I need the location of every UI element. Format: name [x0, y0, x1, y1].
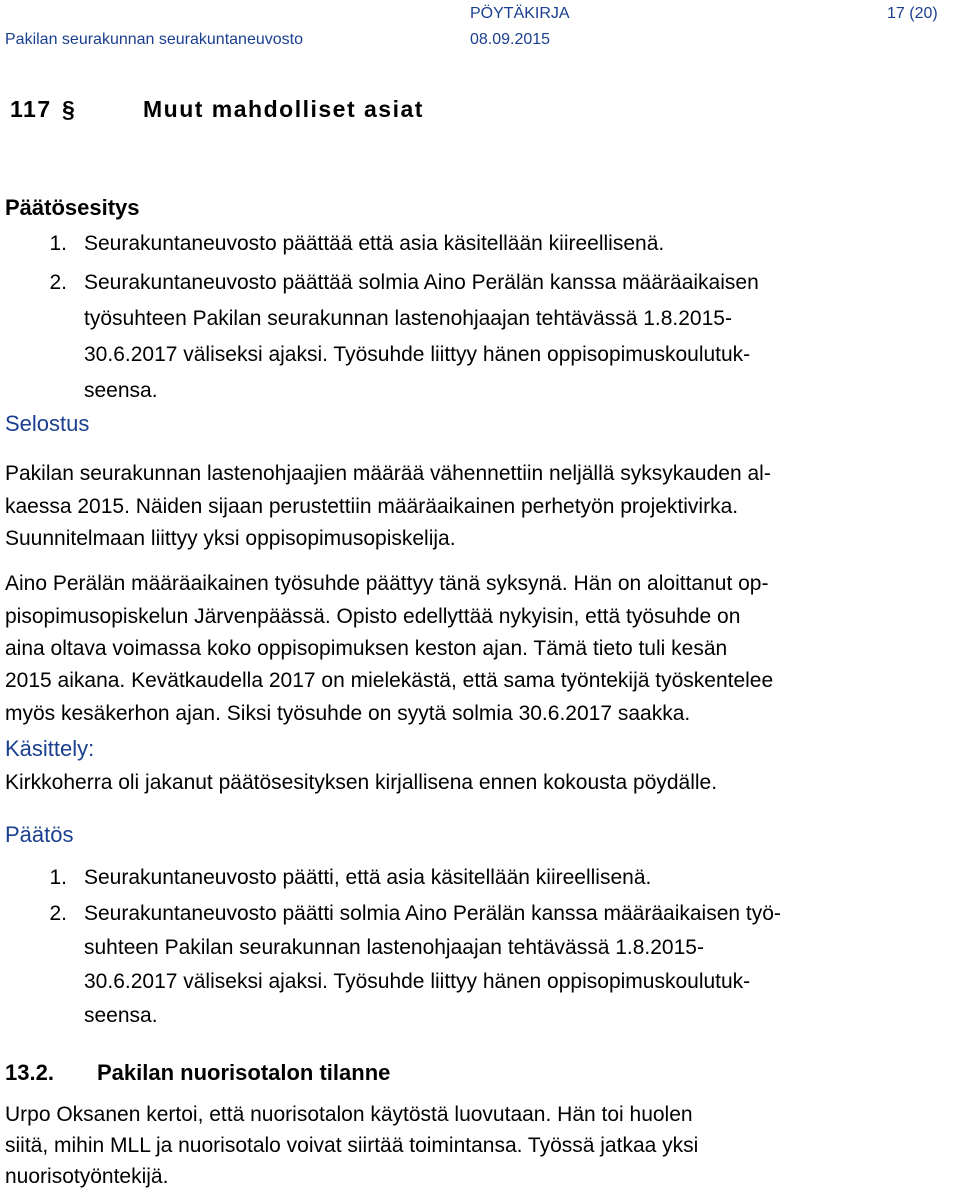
handling-heading: Käsittely:: [5, 736, 95, 761]
subsection-line-2: siitä, mihin MLL ja nuorisotalo voivat siirtää toimintansa. Työssä jatkaa yksi: [5, 1134, 699, 1157]
handling-text: Kirkkoherra oli jakanut päätösesityksen kirjallisena ennen kokousta pöydälle.: [5, 771, 718, 794]
subsection-number: 13.2.: [5, 1060, 54, 1085]
proposal-heading: Päätösesitys: [5, 195, 140, 220]
proposal-item-2-line-3-text: 30.6.2017 väliseksi ajaksi. Työsuhde liittyy hänen oppisopimuskoulutuk-: [84, 343, 751, 366]
page-number: 17 (20): [887, 5, 938, 22]
proposal-item-2-line-4: seensa.: [84, 379, 158, 402]
decision-heading: Päätös: [5, 822, 74, 847]
decision-item-2-number: 2.: [49, 902, 67, 925]
description-para-2-line-2: pisopimusopiskelun Järvenpäässä. Opisto edellyttää nykyisin, että työsuhde on: [5, 605, 741, 628]
proposal-item-1-number: 1.: [49, 232, 67, 255]
description-para-2-line-1: Aino Perälän määräaikainen työsuhde päättyy tänä syksynä. Hän on aloittanut op-: [5, 572, 769, 595]
description-heading: Selostus: [5, 411, 90, 436]
decision-item-2-line-2: suhteen Pakilan seurakunnan lastenohjaajan tehtävässä 1.8.2015-: [84, 936, 704, 959]
subsection-title: Pakilan nuorisotalon tilanne: [97, 1060, 391, 1085]
decision-item-2-line-4: seensa.: [84, 1004, 158, 1027]
decision-item-2-line-3: 30.6.2017 väliseksi ajaksi. Työsuhde liittyy hänen oppisopimuskoulutuk-: [84, 970, 751, 993]
decision-item-1-number: 1.: [49, 866, 67, 889]
decision-item-2-line-1: Seurakuntaneuvosto päätti solmia Aino Perälän kanssa määräaikaisen työ-: [84, 902, 781, 925]
description-para-2-line-5: myös kesäkerhon ajan. Siksi työsuhde on syytä solmia 30.6.2017 saakka.: [5, 702, 691, 725]
section-sign: §: [62, 96, 77, 122]
description-para-2-line-4: 2015 aikana. Kevätkaudella 2017 on mielekästä, että sama työntekijä työskentelee: [5, 669, 774, 692]
proposal-item-2-line-1: Seurakuntaneuvosto päättää solmia Aino Perälän kanssa määräaikaisen: [84, 271, 759, 294]
section-number: 117: [10, 96, 52, 122]
subsection-line-3: nuorisotyöntekijä.: [5, 1165, 169, 1188]
description-para-1-line-3: Suunnitelmaan liittyy yksi oppisopimusopiskelija.: [5, 527, 456, 550]
document-type: PÖYTÄKIRJA: [470, 5, 570, 22]
proposal-item-2-line-3: [84, 343, 750, 367]
proposal-item-2-number: 2.: [49, 271, 67, 294]
description-para-1-line-1: Pakilan seurakunnan lastenohjaajien määrää vähennettiin neljällä syksykauden al-: [5, 462, 771, 485]
proposal-item-2-line-2: työsuhteen Pakilan seurakunnan lastenohjaajan tehtävässä 1.8.2015-: [84, 307, 732, 330]
organization-name: Pakilan seurakunnan seurakuntaneuvosto: [5, 31, 303, 48]
section-title: Muut mahdolliset asiat: [143, 96, 424, 122]
decision-item-1-line: Seurakuntaneuvosto päätti, että asia käsitellään kiireellisenä.: [84, 866, 652, 889]
proposal-item-1-line: Seurakuntaneuvosto päättää että asia käsitellään kiireellisenä.: [84, 232, 665, 255]
description-para-2-line-3: aina oltava voimassa koko oppisopimuksen keston ajan. Tämä tieto tuli kesän: [5, 637, 728, 660]
meeting-date: 08.09.2015: [470, 31, 551, 48]
description-para-1-line-2: kaessa 2015. Näiden sijaan perustettiin määräaikainen perhetyön projektivirka.: [5, 495, 739, 518]
subsection-line-1: Urpo Oksanen kertoi, että nuorisotalon käytöstä luovutaan. Hän toi huolen: [5, 1103, 693, 1126]
